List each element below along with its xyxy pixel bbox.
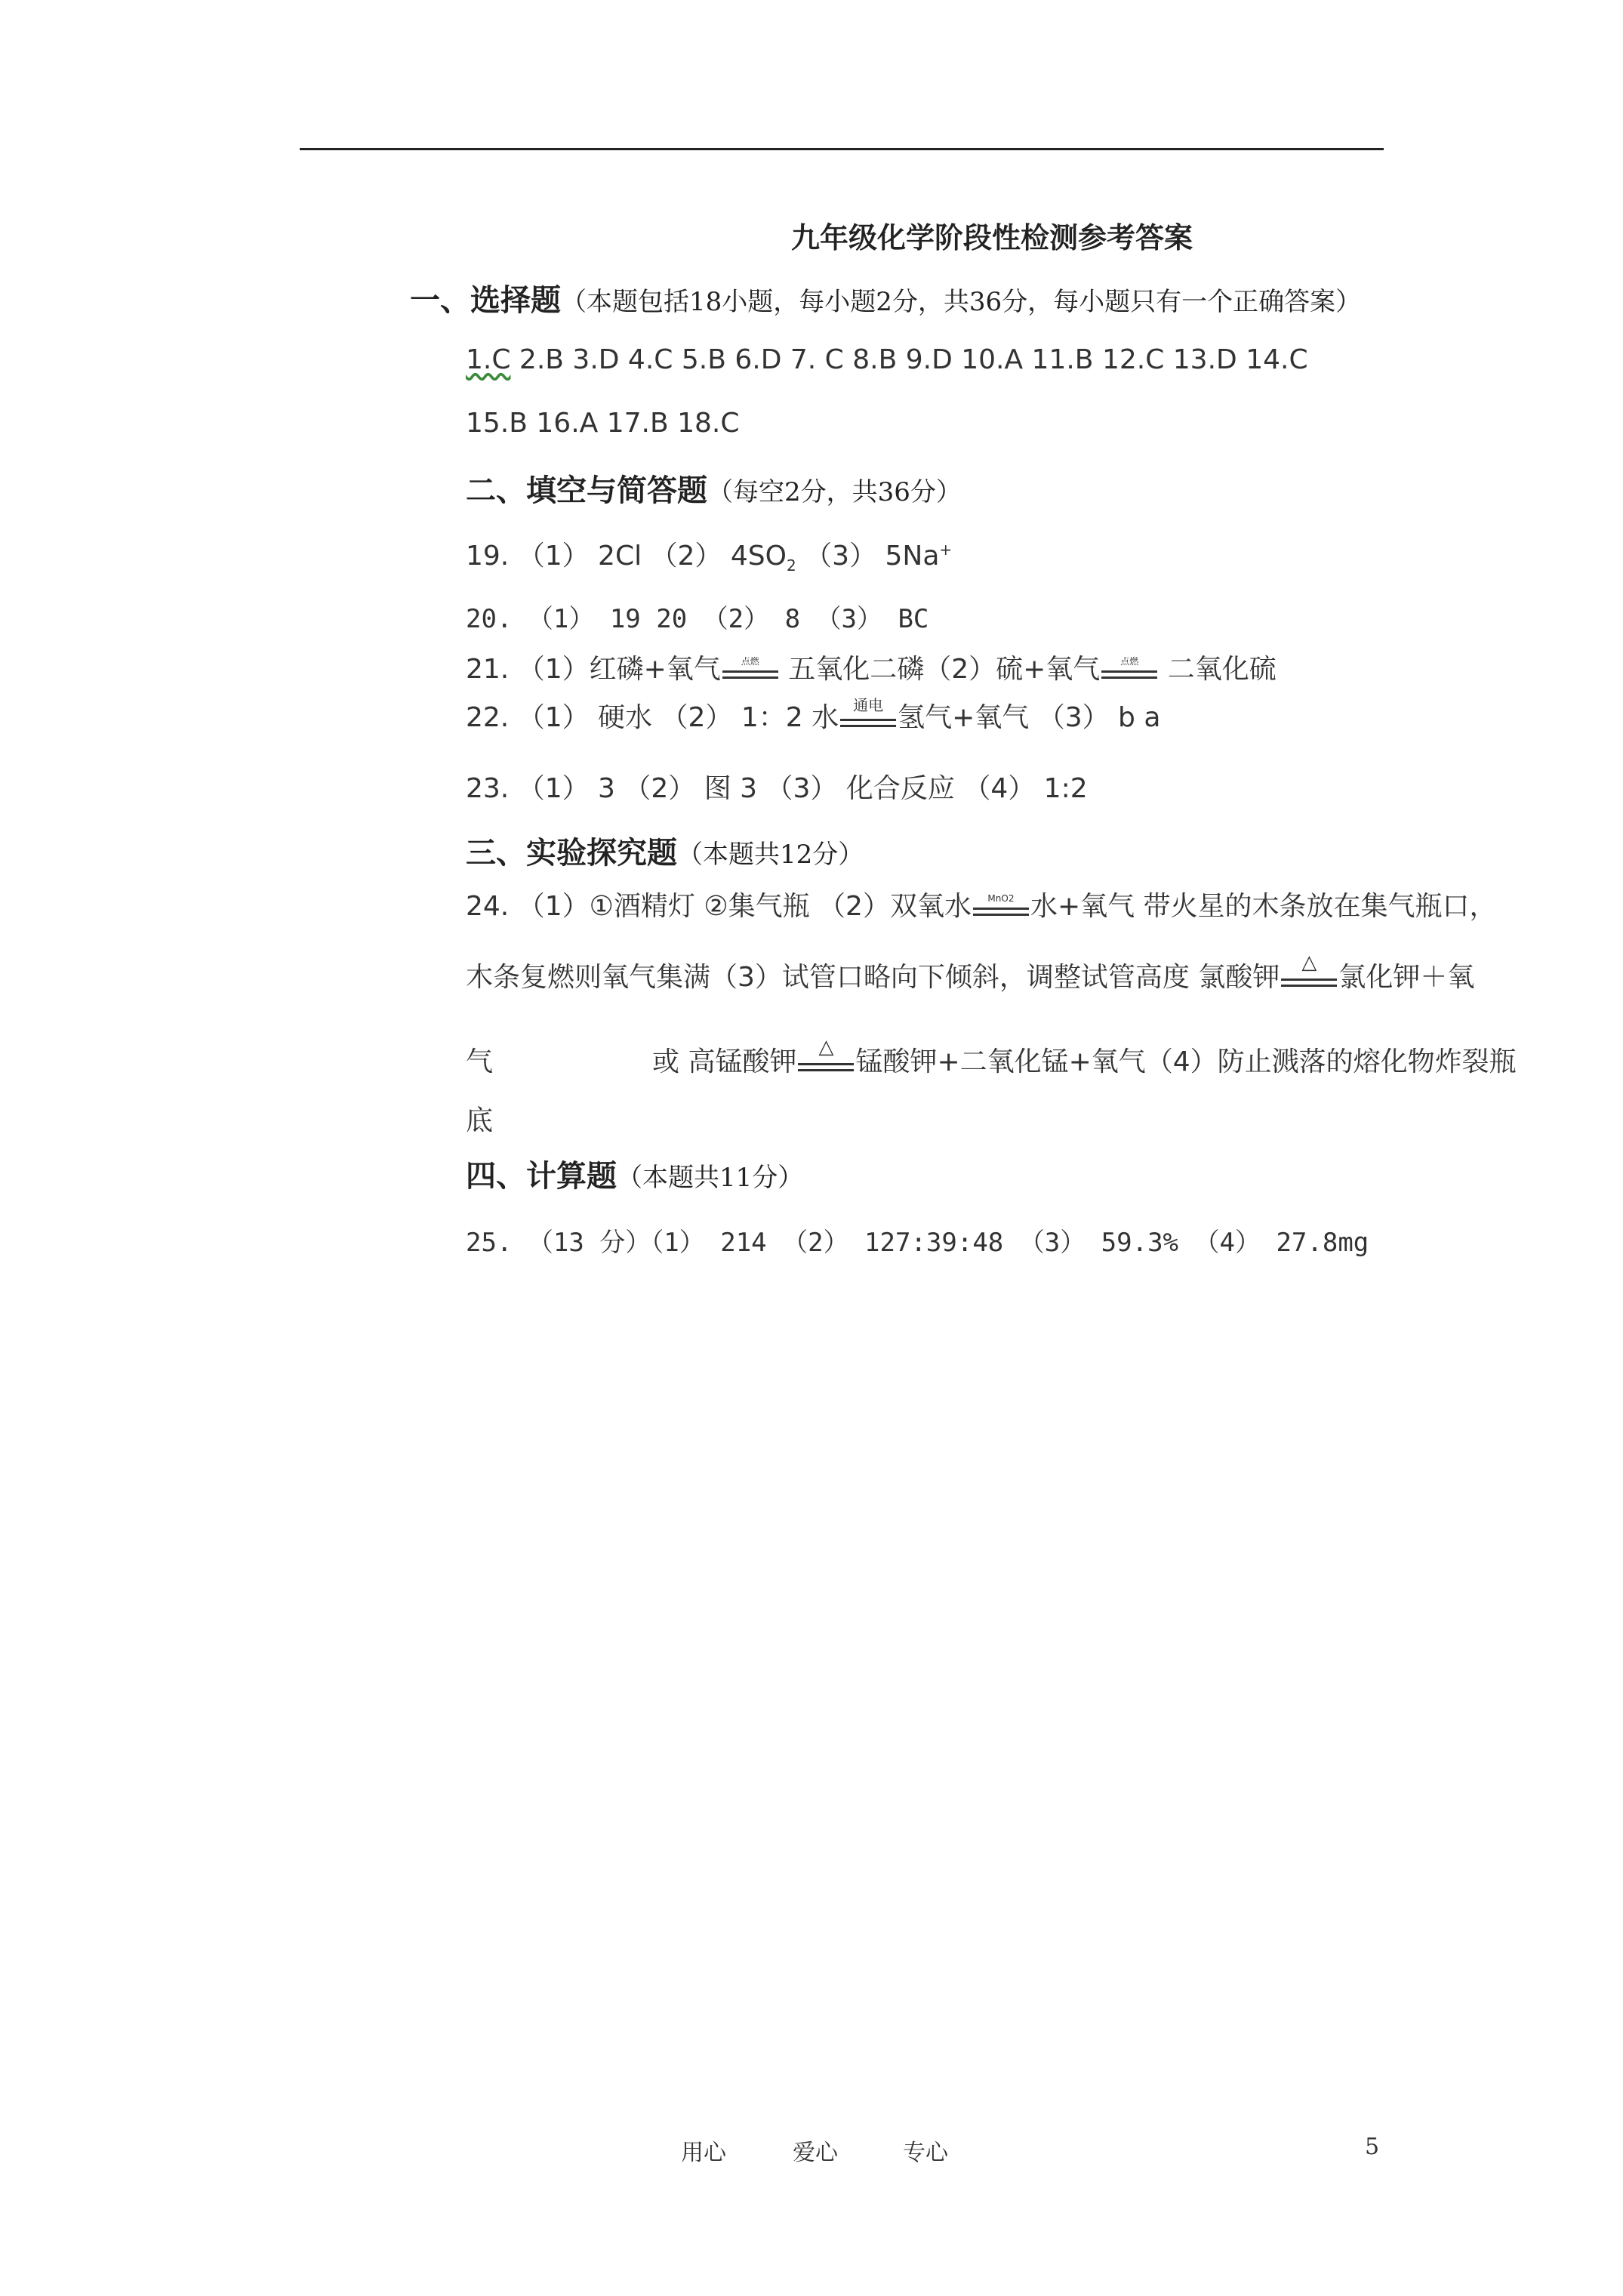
page-title: 九年级化学阶段性检测参考答案 xyxy=(791,220,1193,254)
question-25: 25. （13 分）（1） 214 （2） 127:39:48 （3） 59.3% （4） 27.8mg xyxy=(466,1228,1369,1258)
footer-text-1: 用心 xyxy=(681,2140,726,2166)
reaction-arrow xyxy=(722,655,778,686)
q19-part-b: （3） 5Na xyxy=(796,541,940,572)
q24-part-a: 24. （1）①酒精灯 ②集气瓶 （2）双氧水 xyxy=(466,891,972,922)
section-3-title: 三、实验探究题 xyxy=(466,836,677,871)
header-rule xyxy=(300,148,1384,150)
reaction-arrow xyxy=(1281,951,1337,994)
reaction-arrow xyxy=(798,1036,854,1078)
q24-part-b: 水+氧气 带火星的木条放在集气瓶口， xyxy=(1030,891,1497,922)
section-4-note: （本题共11分） xyxy=(617,1163,804,1193)
question-19 xyxy=(466,535,952,575)
section-4-heading xyxy=(466,1152,803,1195)
reaction-arrow xyxy=(840,696,896,734)
section-2-heading xyxy=(466,467,962,510)
question-22 xyxy=(466,696,1160,735)
page-number: 5 xyxy=(1365,2134,1380,2160)
footer-text-3: 专心 xyxy=(903,2140,948,2166)
section-1-title: 一、选择题 xyxy=(410,283,561,318)
question-21 xyxy=(466,648,1277,686)
q24-part-d: 氯化钾＋氧 xyxy=(1338,962,1475,993)
q19-superscript: + xyxy=(939,541,953,559)
question-24-line-3-start: 气 xyxy=(466,1046,494,1077)
section-2-note: （每空2分，共36分） xyxy=(707,477,962,507)
q24-part-c: 木条复燃则氧气集满（3）试管口略向下倾斜，调整试管高度 氯酸钾 xyxy=(466,962,1280,993)
heat-symbol: △ xyxy=(1301,951,1317,974)
q21-part-b: 五氧化二磷（2）硫+氧气 xyxy=(779,654,1101,685)
q21-part-c: 二氧化硫 xyxy=(1159,654,1277,685)
q24-part-f: 锰酸钾+二氧化锰+氧气（4）防止溅落的熔化物炸裂瓶 xyxy=(855,1046,1517,1077)
answers-row-2: 15.B 16.A 17.B 18.C xyxy=(466,408,740,439)
condition-label: 点燃 xyxy=(1120,656,1139,667)
reaction-arrow xyxy=(973,892,1029,923)
section-1-note: （本题包括18小题，每小题2分，共36分，每小题只有一个正确答案） xyxy=(561,287,1362,317)
question-24-line-2 xyxy=(466,951,1475,994)
answers-row-1-rest: 2.B 3.D 4.C 5.B 6.D 7. C 8.B 9.D 10.A 11.B 12.C 13.D 14.C xyxy=(510,344,1308,375)
section-1-heading xyxy=(410,276,1361,319)
question-20: 20. （1） 19 20 （2） 8 （3） BC xyxy=(466,604,929,634)
reaction-arrow xyxy=(1101,655,1157,686)
answer-1: 1.C xyxy=(466,344,511,375)
question-24-line-3 xyxy=(652,1036,1517,1079)
q24-part-e: 或 高锰酸钾 xyxy=(652,1046,797,1077)
heat-symbol: △ xyxy=(818,1036,834,1059)
section-3-heading xyxy=(466,829,864,872)
question-23: 23. （1） 3 （2） 图 3 （3） 化合反应 （4） 1:2 xyxy=(466,773,1088,804)
question-24-line-1 xyxy=(466,885,1497,923)
question-24-line-4: 底 xyxy=(466,1105,494,1136)
section-3-note: （本题共12分） xyxy=(677,840,864,870)
answers-row-1 xyxy=(466,344,1308,375)
q19-part-a: 19. （1） 2Cl （2） 4SO xyxy=(466,541,787,572)
section-2-title: 二、填空与简答题 xyxy=(466,473,707,508)
q21-part-a: 21. （1）红磷+氧气 xyxy=(466,654,721,685)
q22-part-a: 22. （1） 硬水 （2） 1：2 水 xyxy=(466,702,839,733)
footer-text-2: 爱心 xyxy=(793,2140,838,2166)
catalyst-label: MnO2 xyxy=(987,893,1015,904)
condition-label: 通电 xyxy=(853,696,884,714)
q22-part-b: 氢气+氧气 （3） b a xyxy=(898,702,1161,733)
q19-subscript: 2 xyxy=(786,556,796,575)
section-4-title: 四、计算题 xyxy=(466,1159,617,1194)
condition-label: 点燃 xyxy=(741,656,759,667)
